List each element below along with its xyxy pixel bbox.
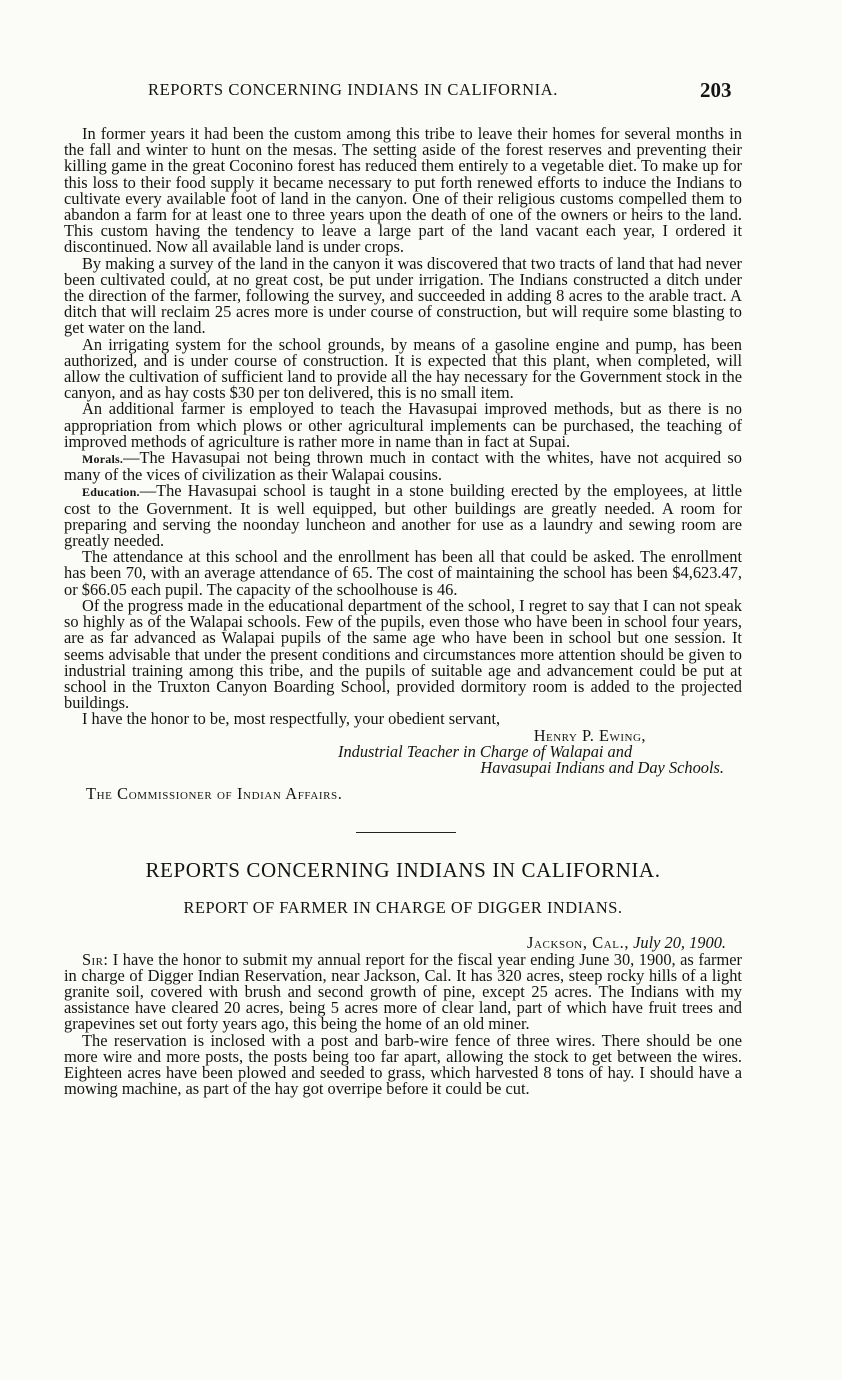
run-in-heading-morals: Morals. <box>82 452 124 467</box>
paragraph-additional-farmer: An additional farmer is employed to teach the Havasupai improved methods, but as there is no appropriation from which plows or other agricultural implements can be purchased, the teaching of improved methods of agriculture is rather more in name than in fact at Supai. <box>64 399 742 451</box>
salutation: Sir: <box>82 949 109 969</box>
page-number: 203 <box>700 78 732 102</box>
paragraph-fence-and-hay: The reservation is inclosed with a post and barb-wire fence of three wires. There should be one more wire and more posts, the posts being too far apart, allowing the stock to get between the wires. Eighteen acres have been plowed and seeded to grass, which harvested 8 tons of hay. I should have a mowing machine, as part of the hay got overripe before it could be cut. <box>64 1030 742 1099</box>
report-body <box>64 126 742 1097</box>
signature-title-line-1: Industrial Teacher in Charge of Walapai and <box>338 741 633 761</box>
paragraph-digger-reservation-text: I have the honor to submit my annual report for the fiscal year ending June 30, 1900, as farmer in charge of Digger Indian Reservation, near Jackson, Cal. It has 320 acres, steep rocky hills of a light granite soil, covered with brush and second growth of pine, except 25 acres. The Indians with my assistance have cleared 20 acres, being 5 acres more of clear land, part of which have fruit trees and grapevines set out forty years ago, this being the home of an old miner. <box>64 949 742 1034</box>
section-divider-rule <box>356 832 456 833</box>
running-header-title: REPORTS CONCERNING INDIANS IN CALIFORNIA. <box>148 80 558 99</box>
paragraph-morals <box>64 450 742 483</box>
addressee: The Commissioner of Indian Affairs. <box>86 784 343 804</box>
closing-line: I have the honor to be, most respectfully, your obedient servant, <box>82 709 501 729</box>
paragraph-digger-reservation <box>64 949 742 1034</box>
report-subheading: REPORT OF FARMER IN CHARGE OF DIGGER INDIANS. <box>183 898 623 918</box>
paragraph-education-text: —The Havasupai school is taught in a stone building erected by the employees, at little cost to the Government. It is well equipped, but other buildings are greatly needed. A room for preparing and serving the noonday luncheon and another for use as a laundry and sewing room are greatly needed. <box>64 481 742 551</box>
paragraph-hunting-customs: In former years it had been the custom among this tribe to leave their homes for several months in the fall and winter to hunt on the mesas. The setting aside of the forest reserves and preventing their killing game in the great Coconino forest has reduced them entirely to a vegetable diet. To make up for this loss to their food supply it became necessary to put forth renewed efforts to induce the Indians to cultivate every available foot of land in the canyon. One of their religious customs compelled them to abandon a farm for at least one to three years upon the death of one of the owners or heirs to the land. This custom having the tendency to leave a large part of the land vacant each year, I ordered it discontinued. Now all available land is under crops. <box>64 124 742 257</box>
section-heading: REPORTS CONCERNING INDIANS IN CALIFORNIA. <box>145 858 661 883</box>
paragraph-morals-text: —The Havasupai not being thrown much in contact with the whites, have not acquired so many of the vices of civilization as their Walapai cousins. <box>64 448 742 485</box>
paragraph-irrigating-system: An irrigating system for the school grounds, by means of a gasoline engine and pump, has been authorized, and is under course of construction. It is expected that this plant, when completed, will allow the cultivation of sufficient land to provide all the hay necessary for the Government stock in the canyon, and as hay costs $30 per ton delivered, this is no small item. <box>64 334 742 403</box>
paragraph-education <box>64 483 742 549</box>
paragraph-land-survey: By making a survey of the land in the canyon it was discovered that two tracts of land that had never been cultivated could, at no great cost, be put under irrigation. The Indians constructed a ditch under the direction of the farmer, following the survey, and succeeded in adding 8 acres to the arable tract. A ditch that will reclaim 25 acres more is under course of construction, but will require some blasting to get water on the land. <box>64 253 742 338</box>
dateline-place: Jackson, Cal., <box>527 933 630 953</box>
signature-title-line-2: Havasupai Indians and Day Schools. <box>480 757 724 777</box>
signature-name: Henry P. Ewing, <box>533 725 646 745</box>
paragraph-attendance: The attendance at this school and the enrollment has been all that could be asked. The enrollment has been 70, with an average attendance of 65. The cost of maintaining the school has been $4,623.47, or $66.05 each pupil. The capacity of the schoolhouse is 46. <box>64 547 742 599</box>
run-in-heading-education: Education. <box>82 485 140 500</box>
paragraph-progress: Of the progress made in the educational department of the school, I regret to say that I can not speak so highly as of the Walapai schools. Few of the pupils, even those who have been in school four years, are as far advanced as Walapai pupils of the same age who have been in school but one session. It seems advisable that under the present conditions and circumstances more attention should be given to industrial training among this tribe, and the pupils of suitable age and advancement could be put at school in the Truxton Canyon Boarding School, provided dormitory room is added to the projected buildings. <box>64 595 742 713</box>
dateline-date: July 20, 1900. <box>633 933 726 953</box>
